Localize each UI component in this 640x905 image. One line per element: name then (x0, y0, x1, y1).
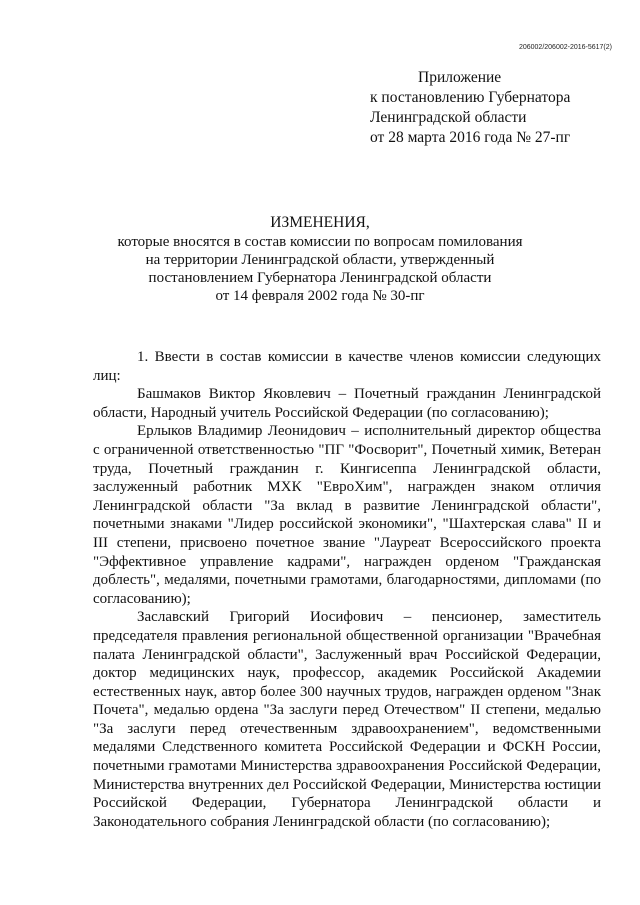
document-heading: ИЗМЕНЕНИЯ, (270, 214, 370, 231)
title-line: на территории Ленинградской области, утвержденный (145, 252, 495, 268)
body-paragraph: Ерлыков Владимир Леонидович – исполнительный директор общества с ограниченной ответственностью "ПГ "Фосворит", Почетный химик, Ветеран труда, Почетный гражданин г. Кингисеппа Ленинградской области, заслуженный работник МХК "ЕвроХим", награжден знаком отличия Ленинградской области "За вклад в развитие Ленинградской области", почетными знаками "Лидер российской экономики", "Шахтерская слава" II и III степени, присвоено почетное звание "Лауреат Всероссийского проекта "Эффективное управление кадрами", награжден орденом "Гражданская доблесть", медалями, почетными грамотами, благодарностями, дипломами (по согласованию); (93, 423, 601, 607)
title-line: постановлением Губернатора Ленинградской области (148, 270, 492, 286)
body-paragraph: 1. Ввести в состав комиссии в качестве членов комиссии следующих лиц: (93, 349, 601, 384)
appendix-header (370, 68, 620, 148)
title-line: от 14 февраля 2002 года № 30-пг (215, 288, 425, 304)
body-paragraph: Заславский Григорий Иосифович – пенсионер, заместитель председателя правления региональной общественной организации "Врачебная палата Ленинградской области", Заслуженный врач Российской Федерации, доктор медицинских наук, профессор, академик Российской Академии естественных наук, автор более 300 научных трудов, награжден орденом "Знак Почета", медалью ордена "За заслуги перед Отечеством" II степени, медалью "За заслуги перед отечественным здравоохранением", ведомственными медалями Следственного комитета Российской Федерации и ФСКН России, почетными грамотами Министерства здравоохранения Российской Федерации, Министерства внутренних дел Российской Федерации, Министерства юстиции Российской Федерации, Губернатора Ленинградской области и Законодательного собрания Ленинградской области (по согласованию); (93, 609, 601, 830)
document-title (88, 214, 552, 305)
appendix-line: от 28 марта 2016 года № 27-пг (370, 129, 571, 146)
document-id-stamp: 206002/206002-2016-5617(2) (518, 44, 612, 51)
title-line: которые вносятся в состав комиссии по вопросам помилования (117, 234, 523, 250)
body-paragraph: Башмаков Виктор Яковлевич – Почетный гражданин Ленинградской области, Народный учитель Российской Федерации (по согласованию); (93, 386, 601, 421)
appendix-line: Приложение (418, 69, 502, 86)
document-body (93, 348, 601, 831)
appendix-line: Ленинградской области (370, 109, 527, 126)
appendix-line: к постановлению Губернатора (370, 89, 571, 106)
